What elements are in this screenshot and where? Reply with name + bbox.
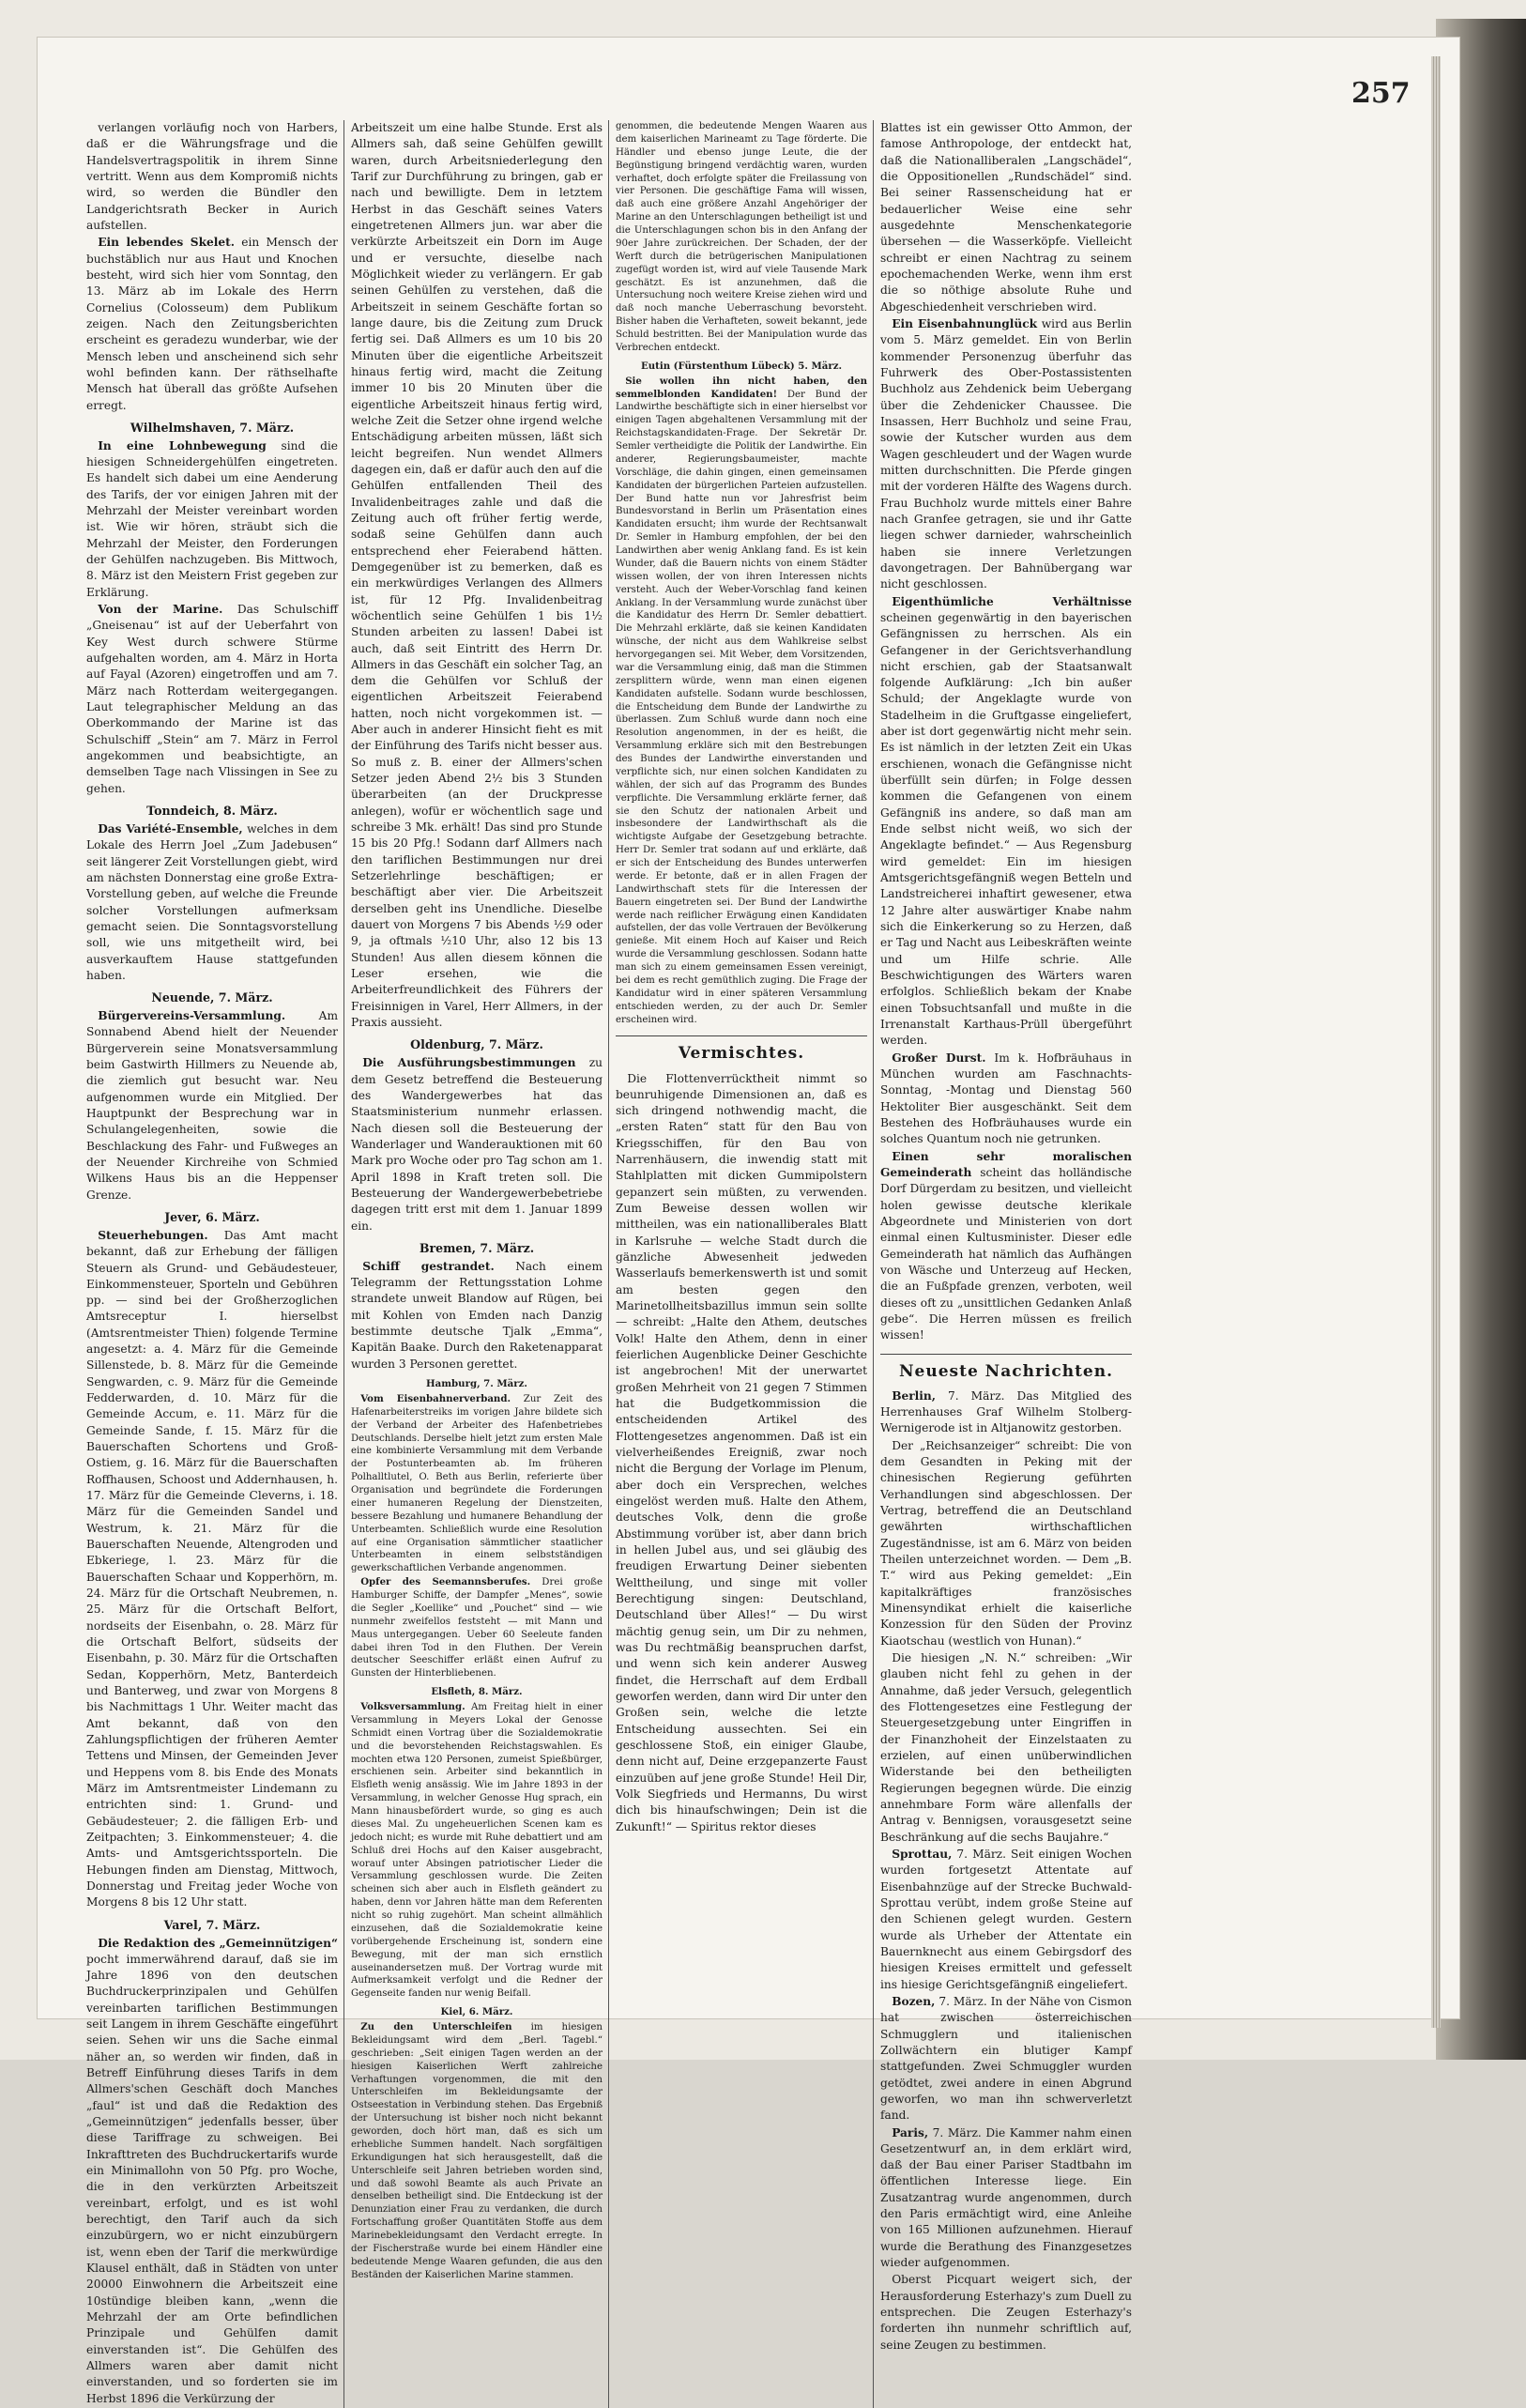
article-text: welches in dem Lokale des Herrn Joel „Zum Jadebusen“ seit längerer Zeit Vorstellungen giebt, wird am nächsten Donnerstag eine große Extra-Vorstellung geben, auf welche die Freunde solcher Vorstellungen aufmerksam gemacht seien. Die Sonntagsvorstellung soll, wie uns mitgetheilt wird, bei ausverkauftem Hause stattgefunden haben. [86,821,339,982]
article-text: ein Mensch der buchstäblich nur aus Haut und Knochen besteht, wird sich hier vom Sonntag, den 13. März ab im Lokale des Herrn Cornelius (Colosseum) dem Publikum zeigen. Nach den Zeitungsberichten erscheint es geradezu wunderbar, wie der Mensch leben und anscheinend sich sehr wohl befinden kann. Der räthselhafte Mensch hat überall das größte Aufsehen erregt. [86,236,338,412]
article-headline: Volksversammlung. [360,1701,465,1713]
article-paragraph [351,120,603,1031]
article-paragraph [880,594,1132,1050]
article-headline: Eigenthümliche Verhältnisse [892,594,1132,608]
section-heading: Neueste Nachrichten. [880,1354,1132,1383]
article-headline: Die Ausführungsbestimmungen [362,1056,576,1070]
article-text: im hiesigen Bekleidungsamt wird dem „Berl. Tagebl.“ geschrieben: „Seit einigen Tagen werden an der hiesigen Kaiserlichen Werft zahlreiche Verhaftungen vorgenommen, die mit den Unterschleifen im Bekleidungsamte der Ostseestation in Verbindung stehen. Das Ergebniß der Untersuchung ist bisher noch nicht bekannt geworden, doch hört man, daß es sich um erhebliche Summen handelt. Nach sorgfältigen Erkundigungen hat sich herausgestellt, daß die Unterschleife seit Jahren betrieben worden sind, und daß sowohl Beamte als auch Private an denselben betheiligt sind. Die Entdeckung ist der Denunziation einer Frau zu verdanken, die durch Fortschaffung großer Quantitäten Stoffe aus dem Marinebekleidungsamt den Verdacht erregte. In der Fischerstraße wurde bei einem Händler eine bedeutende Menge Waaren gefunden, die aus den Beständen der Kaiserlichen Marine stammen. [351,2022,603,2280]
article-text: verlangen vorläufig noch von Harbers, daß er die Währungsfrage und die Handelsvertragspolitik in ihrem Sinne vertritt. Wenn aus dem Kompromiß nichts wird, so werden die Bündler den Landgerichtsrath Becker in Aurich aufstellen. [86,121,338,232]
dateline: Neuende, 7. März. [151,990,273,1005]
article-paragraph [86,235,338,414]
article-text: Am Sonnabend Abend hielt der Neuender Bürgerverein seine Monatsversammlung beim Gastwirth Hillmers zu Neuende ab, die ziemlich gut besucht war. Neu aufgenommen wurde ein Mitglied. Der Hauptpunkt der Besprechung war in Schulangelegenheiten, sowie die Beschlackung des Fahr- und Fußweges an der Neuender Kirchreihe von Schmied Wilkens Haus bis an die Heppenser Grenze. [86,1009,338,1202]
article-headline: Vom Eisenbahnerverband. [360,1392,511,1404]
article-paragraph [880,1051,1132,1148]
article-text: Der Bund der Landwirthe beschäftigte sich in einer hierselbst vor einigen Tagen abgehaltenen Versammlung mit der Reichstagskandidaten-Frage. Der Sekretär Dr. Semler vertheidigte die Politik der Landwirthe. Ein anderer, Regierungsbaumeister, machte Vorschläge, die dahin gingen, einen gemeinsamen Kandidaten der bürgerlichen Parteien aufzustellen. Der Bund hatte nun vor Jahresfrist beim Bundesvorstand in Berlin um Präsentation eines Kandidaten ersucht; ihm wurde der Rechtsanwalt Dr. Semler in Hamburg empfohlen, der bei den Landwirthen aber wenig Anklang fand. Es ist kein Wunder, daß die Bauern nichts von einem Städter wissen wollen, der von ihren Interessen nichts versteht. Auch der Weber-Vorschlag fand keinen Anklang. In der Versammlung wurde zunächst über die Kandidatur des Herrn Dr. Semler debattiert. Die Mehrzahl erklärte, daß sie keinen Kandidaten wünsche, der nicht aus dem Wahlkreise selbst hervorgegangen sei. Mit Weber, dem Vorsitzenden, war die Versammlung einig, daß man die Stimmen zersplittern würde, wenn man einen eigenen Kandidaten aufstelle. Sodann wurde beschlossen, die Entscheidung dem Bunde der Landwirthe zu überlassen. Zum Schluß wurde dann noch eine Resolution angenommen, in der es heißt, die Versammlung erkläre sich mit den Bestrebungen des Bundes der Landwirthe einverstanden und verpflichte sich, nur einen solchen Kandidaten zu wählen, der sich auf das Programm des Bundes verpflichte. Die Versammlung erklärte ferner, daß sie den Schutz der nationalen Arbeit und insbesondere der Landwirthschaft als die wichtigste Aufgabe der Gesetzgebung betrachte. Herr Dr. Semler trat sodann auf und erklärte, daß er sich der Entscheidung des Bundes unterwerfen werde. Er betonte, daß er in allen Fragen der Landwirthschaft stets für die Interessen der Bauern eingetreten sei. Der Bund der Landwirthe werde nach reiflicher Erwägung einen Kandidaten aufstellen, der das volle Vertrauen der Bevölkerung genieße. Mit einem Hoch auf Kaiser und Reich wurde die Versammlung geschlossen. Sodann hatte man sich zu einem gemeinsamen Essen vereinigt, bei dem es recht gemüthlich zuging. Die Frage der Kandidatur wird in einer späteren Versammlung entschieden werden, zu der auch Dr. Semler erscheinen wird. [616,389,867,1025]
article-paragraph [880,1650,1132,1846]
section-heading: Vermischtes. [616,1035,867,1065]
dateline: Tonndeich, 8. März. [146,804,278,818]
article-text: Nach einem Telegramm der Rettungsstation Lohme strandete unweit Blandow auf Rügen, bei mit Kohlen von Emden nach Danzig bestimmte deutsche Tjalk „Emma“, Kapitän Baake. Durch den Raketenapparat wurden 3 Personen gerettet. [351,1259,603,1371]
article-text: 7. März. Seit einigen Wochen wurden fortgesetzt Attentate auf Eisenbahnzüge auf der Strecke Buchwald-Sprottau verübt, indem große Steine auf den Schienen gelegt wurden. Gestern wurde als Urheber der Attentate ein Bauernknecht aus einem Gebirgsdorf des hiesigen Kreises ermittelt und gefesselt ins hiesige Gerichtsgefängniß eingeliefert. [880,1847,1133,1991]
article-text: genommen, die bedeutende Mengen Waaren aus dem kaiserlichen Marineamt zu Tage förderte. Die Händler und ebenso junge Leute, die der Begünstigung bringend verdächtig waren, wurden verhaftet, doch erfolgte später die Freilassung von vier Personen. Die geschäftige Fama will wissen, daß auch eine größere Anzahl Angehöriger der Marine an den Unterschlagungen betheiligt ist und die Unterschlagungen schon bis in den Anfang der 90er Jahre zurückreichen. Der Schaden, der der Werft durch die betrügerischen Manipulationen zugefügt worden ist, wird auf viele Tausende Mark geschätzt. Es ist anzunehmen, daß die Untersuchung noch weitere Kreise ziehen wird und daß noch manche Ueberraschung bevorsteht. Bisher haben die Verhafteten, soweit bekannt, jede Schuld bestritten. Bei der Manipulation wurde das Verbrechen entdeckt. [616,121,867,353]
article-paragraph [86,1936,338,2408]
dateline: Oldenburg, 7. März. [410,1037,543,1052]
article-headline: Opfer des Seemannsberufes. [360,1576,531,1588]
article-paragraph [880,1847,1132,1993]
column-4 [880,120,1132,2408]
article-paragraph [880,1388,1132,1437]
article-headline: Einen sehr moralischen Gemeinderath [880,1149,1132,1179]
dateline: Bremen, 7. März. [419,1240,535,1255]
article-text: Arbeitszeit um eine halbe Stunde. Erst als Allmers sah, daß seine Gehülfen gewillt waren, durch Arbeitsniederlegung den Tarif zur Durchführung zu bringen, gab er nach und bewilligte. Dem in letztem Herbst in das Geschäft seines Vaters eingetretenen Allmers jun. war aber die verkürzte Arbeitszeit ein Dorn im Auge und er versuchte, dieselbe nach Möglichkeit wieder zu verlängern. Er gab seinen Gehülfen zu verstehen, daß die Arbeitszeit in seinem Geschäfte fortan so lange daure, bis die Zeitung zum Druck fertig sei. Daß Allmers es um 10 bis 20 Minuten über die eigentliche Arbeitszeit hinaus fertig wird, macht die Zeitung immer 10 bis 20 Minuten über die eigentliche Arbeitszeit hinaus fertig wird, welche Zeit die Setzer ohne irgend welche Entschädigung arbeiten müssen, läßt sich leicht begreifen. Nun wendet Allmers dagegen ein, daß er dafür auch den auf die Gehülfen entfallenden Theil des Invalidenbeitrages zahle und daß die Zeitung auch oft früher fertig werde, sodaß seine Gehülfen dann auch entsprechend eher Feierabend hätten. Demgegenüber ist zu bemerken, daß es ein merkwürdiges Verlangen des Allmers ist, für 12 Pfg. Invalidenbeitrag wöchentlich seine Gehülfen 1 bis 1½ Stunden arbeiten zu lassen! Dabei ist auch, daß seit Eintritt des Herrn Dr. Allmers in das Geschäft ein solcher Tag, an dem die Gehülfen vor Schluß der eigentlichen Arbeitszeit Feierabend hatten, noch nicht vorgekommen ist. — Aber auch in anderer Hinsicht fieht es mit der Einführung des Tarifs nicht besser aus. So muß z. B. einer der Allmers'schen Setzer jeden Abend 2½ bis 3 Stunden überarbeiten (an der Druckpresse anlegen), wofür er wöchentlich sage und schreibe 3 Mk. erhält! Das sind pro Stunde 15 bis 20 Pfg.! Sodann darf Allmers nach den tariflichen Bestimmungen nur drei Setzerlehrlinge beschäftigen; er beschäftigt aber vier. Die Arbeitszeit derselben geht ins Unendliche. Dieselbe dauert von Morgens 7 bis Abends ½9 oder 9, ja oftmals ½10 Uhr, also 12 bis 13 Stunden! Aus allen diesem können die Leser ersehen, wie die Arbeiterfreundlichkeit des Führers der Freisinnigen in Varel, Herr Allmers, in der Praxis aussieht. [351,121,603,1030]
article-headline: Berlin, [892,1388,937,1403]
article-paragraph [880,1994,1132,2124]
article-paragraph [616,1071,867,1835]
page-number: 257 [1351,77,1411,110]
article-text: Der „Reichsanzeiger“ schreibt: Die von dem Gesandten in Peking mit der chinesischen Regierung geführten Verhandlungen sind abgeschlossen. Der Vertrag, betreffend die an Deutschland gewährten wirthschaftlichen Zugeständnisse, ist am 6. März von beiden Theilen unterzeichnet worden. — Dem „B. T.“ wird aus Peking gemeldet: „Ein kapitalkräftiges französisches Minensyndikat erhielt die kaiserliche Konzession für den Süden der Provinz Kiaotschau (westlich von Hunan).“ [880,1438,1132,1648]
article-headline: Sie wollen ihn nicht haben, den semmelblonden Kandidaten! [616,375,867,400]
article-paragraph [351,1576,603,1680]
article-paragraph [86,1008,338,1204]
article-paragraph [616,376,867,1027]
article-paragraph [351,1259,603,1373]
column-3 [616,120,867,2408]
article-text: Das Amt macht bekannt, daß zur Erhebung der fälligen Steuern als Grund- und Gebäudesteuer, Einkommensteuer, Sporteln und Gebühren pp. — sind bei der Großherzoglichen Amtsreceptur I. hierselbst (Amtsrentmeister Thien) folgende Termine angesetzt: a. 4. März für die Gemeinde Sillenstede, b. 8. März für die Gemeinde Sengwarden, c. 9. März für die Gemeinde Fedderwarden, d. 10. März für die Gemeinde Accum, e. 11. März für die Gemeinde Sande, f. 15. März für die Bauerschaften Schortens und Groß-Ostiem, g. 16. März für die Bauerschaften Roffhausen, Schoost und Addernhausen, h. 17. März für die Gemeinde Cleverns, i. 18. März für die Gemeinden Sandel und Westrum, k. 21. März für die Bauerschaften Neuende, Altengroden und Ebkeriege, l. 23. März für die Bauerschaften Schaar und Kopperhörn, m. 24. März für die Ortschaft Neubremen, n. 25. März für die Ortschaft Belfort, nordseits der Eisenbahn, o. 28. März für die Ortschaft Belfort, südseits der Eisenbahn, p. 30. März für die Ortschaften Sedan, Kopperhörn, Metz, Banterdeich und Banterweg, und zwar von Morgens 8 bis Nachmittags 1 Uhr. Weiter macht das Amt bekannt, daß von den Zahlungspflichtigen der früheren Aemter Tettens und Minsen, der Gemeinden Jever und Heppens vom 8. bis Ende des Monats März im Amtsrentmeister Lindemann zu entrichten sind: 1. Grund- und Gebäudesteuer; 2. die fälligen Erb- und Zeitpachten; 3. Einkommensteuer; 4. die Amts- und Amtsgerichtssporteln. Die Hebungen finden am Dienstag, Mittwoch, Donnerstag und Freitag jeder Woche von Morgens 8 bis 12 Uhr statt. [86,1228,338,1910]
article-headline: Bozen, [892,1994,936,2008]
dateline: Hamburg, 7. März. [426,1378,527,1390]
article-text: sind die hiesigen Schneidergehülfen eingetreten. Es handelt sich dabei um eine Aenderung des Tarifs, der vor einigen Jahren mit der Mehrzahl der Meister vereinbart worden ist. Wie wir hören, sträubt sich die Mehrzahl der Meister, den Forderungen der Gehülfen nachzugeben. Bis Mittwoch, 8. März ist den Meistern Frist gegeben zur Erklärung. [86,438,338,599]
article-text: scheinen gegenwärtig in den bayerischen Gefängnissen zu herrschen. Als ein Gefangener in der Gerichtsverhandlung nicht erschien, gab der Staatsanwalt folgende Aufklärung: „Ich bin außer Schuld; der Angeklagte wurde von Stadelheim in die Gruftgasse eingeliefert, aber ist dort gegenwärtig nicht mehr sein. Es ist nämlich in der letzten Zeit ein Ukas erschienen, wonach die Gefängnisse nicht überfüllt sein dürfen; in Folge dessen kommen die Gefangenen von einem Gefängniß ins andere, so daß man am Ende selbst nicht weiß, wo sich der Angeklagte befindet.“ — Aus Regensburg wird gemeldet: Ein im hiesigen Amtsgerichtsgefängniß wegen Betteln und Landstreicherei inhaftirt gewesener, etwa 12 Jahre alter auswärtiger Knabe nahm sich die Einkerkerung so zu Herzen, daß er Tag und Nacht aus Leibeskräften weinte und um Hilfe schrie. Alle Beschwichtigungen des Wärters waren erfolglos. Schließlich bekam der Knabe einen Tobsuchtsanfall und mußte in die Irrenanstalt Karthaus-Prüll übergeführt werden. [880,610,1132,1048]
dateline: Elsfleth, 8. März. [431,1686,523,1698]
article-text: Oberst Picquart weigert sich, der Herausforderung Esterhazy's zum Duell zu entsprechen. Die Zeugen Esterhazy's forderten ihn nunmehr schriftlich auf, seine Zeugen zu bestimmen. [880,2273,1132,2352]
article-paragraph [86,438,338,601]
dateline: Kiel, 6. März. [440,2006,513,2018]
article-text: wird aus Berlin vom 5. März gemeldet. Ein von Berlin kommender Personenzug überfuhr das Fuhrwerk des Ober-Postassistenten Buchholz aus Zehdenick beim Uebergang über die Zehdenicker Chaussee. Die Insassen, Herr Buchholz und seine Frau, sowie der Kutscher wurden aus dem Wagen geschleudert und der Wagen wurde mitten durchschnitten. Die Pferde gingen mit der vorderen Hälfte des Wagens durch. Frau Buchholz wurde mittels einer Bahre nach Granfee getragen, sie und ihr Gatte liegen schwer darnieder, wahrscheinlich haben sie innere Verletzungen davongetragen. Der Bahnübergang war nicht geschlossen. [880,316,1132,591]
article-text: zu dem Gesetz betreffend die Besteuerung des Wandergewerbes hat das Staatsministerium nunmehr erlassen. Nach diesen soll die Besteuerung der Wanderlager und Wanderauktionen mit 60 Mark pro Woche oder pro Tag schon am 1. April 1898 in Kraft treten soll. Die Besteuerung der Wandergewerbebetriebe dagegen tritt erst mit dem 1. Januar 1899 ein. [351,1056,603,1233]
article-paragraph [86,602,338,797]
article-paragraph [880,1438,1132,1649]
article-text: Blattes ist ein gewisser Otto Ammon, der famose Anthropologe, der entdeckt hat, daß die Nationalliberalen „Langschädel“, die Oppositionellen „Rundschädel“ sind. Bei seiner Rassenscheidung hat er bedauerlicher Weise eine sehr ausgedehnte Menschenkategorie übersehen — die Wasserköpfe. Vielleicht schreibt er einen Nachtrag zu seinem epochemachenden Werke, wenn ihm erst die so nöthige absolute Ruhe und Abgeschiedenheit verschrieben wird. [880,121,1132,314]
article-text: 7. März. In der Nähe von Cismon hat zwischen österreichischen Schmugglern und italienischen Zollwächtern ein blutiger Kampf stattgefunden. Zwei Schmuggler wurden getödtet, zwei andere in einen Abgrund geworfen, wo man ihn schwerverletzt fand. [880,1994,1133,2123]
column-2 [351,120,603,2408]
dateline: Wilhelmshaven, 7. März. [130,420,295,435]
article-headline: Ein Eisenbahnunglück [892,316,1038,330]
dateline: Varel, 7. März. [163,1917,261,1932]
article-headline: Sprottau, [892,1847,953,1861]
article-paragraph [880,1149,1132,1344]
article-paragraph [351,1393,603,1575]
article-text: scheint das holländische Dorf Dürgerdam zu besitzen, und vielleicht holen gewisse deutsche klerikale Abgeordnete und Ministerien von dort einmal einen Kultusminister. Dieser edle Gemeinderath hat nämlich das Aufhängen von Wäsche und Unterzeug auf Hecken, die an Fußpfade grenzen, verboten, weil dieses oft zu „unsittlichen Gedanken Anlaß gebe“. Die Herren müssen es freilich wissen! [880,1166,1133,1342]
article-headline: Bürgervereins-Versammlung. [98,1009,286,1023]
article-headline: Großer Durst. [892,1051,986,1065]
article-headline: Steuerhebungen. [98,1228,208,1242]
article-text: Zur Zeit des Hafenarbeiterstreiks im vorigen Jahre bildete sich der Verband der Arbeiter des Hafenbetriebes Deutschlands. Derselbe hielt jetzt zum ersten Male eine kombinierte Versammlung mit dem Verbande der Postunterbeamten ab. Im früheren Polhalltlutel, O. Beth aus Berlin, referierte über Organisation und begründete die Forderungen einer humaneren Regelung der Dienstzeiten, bessere Bezahlung und humanere Behandlung der Unterbeamten. Schließlich wurde eine Resolution auf eine Organisation sämmtlicher staatlicher Unterbeamten in einem selbstständigen gewerkschaftlichen Verbande angenommen. [351,1393,603,1574]
article-headline: Schiff gestrandet. [362,1259,495,1273]
article-text: Im k. Hofbräuhaus in München wurden am Faschnachts-Sonntag, -Montag und Dienstag 560 Hektoliter Bier ausgeschänkt. Seit dem Bestehen des Hofbräuhauses wurde ein solches Quantum noch nie getrunken. [880,1051,1132,1146]
article-text: Am Freitag hielt in einer Versammlung in Meyers Lokal der Genosse Schmidt einen Vortrag über die Sozialdemokratie und die bevorstehenden Reichstagswahlen. Es mochten etwa 120 Personen, zumeist Spießbürger, erschienen sein. Arbeiter sind bekanntlich in Elsfleth wenig ansässig. Wie im Jahre 1893 in der Versammlung, in welcher Genosse Hug sprach, ein Mann hinausbefördert wurde, so ging es auch dieses Mal. Zu ungeheuerlichen Scenen kam es jedoch nicht; es wurde mit Ruhe debattiert und am Schluß drei Hochs auf den Kaiser ausgebracht, worauf unter Absingen patriotischer Lieder die Versammlung geschlossen wurde. Die Zeiten scheinen sich aber auch in Elsfleth geändert zu haben, denn vor Jahren hätte man dem Referenten nicht so ruhig zugehört. Man scheint allmählich einzusehen, daß die Sozialdemokratie keine vorübergehende Erscheinung ist, sondern eine Bewegung, mit der man sich ernstlich auseinandersetzen muß. Der Vortrag wurde mit Aufmerksamkeit verfolgt und die Redner der Gegenseite fanden nur wenig Beifall. [351,1702,603,2000]
columns [86,120,1396,2405]
article-text: Das Schulschiff „Gneisenau“ ist auf der Ueberfahrt von Key West durch schwere Stürme aufgehalten worden, am 4. März in Horta auf Fayal (Azoren) eingetroffen und am 7. März nach Rotterdam weitergegangen. Laut telegraphischer Meldung an das Oberkommando der Marine ist das Schulschiff „Stein“ am 7. März in Ferrol angekommen und beabsichtigte, an demselben Tage nach Vlissingen in See zu gehen. [86,603,338,795]
dateline: Eutin (Fürstenthum Lübeck) 5. März. [640,360,843,372]
article-headline: Paris, [892,2125,929,2140]
article-headline: Ein lebendes Skelet. [98,236,236,250]
article-paragraph [880,2272,1132,2354]
dateline: Jever, 6. März. [164,1209,260,1224]
article-paragraph [880,2125,1132,2272]
article-paragraph [880,316,1132,593]
article-text: 7. März. Die Kammer nahm einen Gesetzentwurf an, in dem erklärt wird, daß der Bau einer Pariser Stadtbahn im öffentlichen Interesse liege. Ein Zusatzantrag wurde angenommen, durch den Paris ermächtigt wird, eine Anleihe von 165 Millionen aufzunehmen. Hierauf wurde die Berathung des Finanzgesetzes wieder aufgenommen. [880,2125,1133,2270]
article-paragraph [880,120,1132,315]
article-paragraph [351,1055,603,1235]
page-edges [1431,56,1441,2028]
article-headline: In eine Lohnbewegung [98,438,267,452]
article-headline: Das Variété-Ensemble, [98,821,243,836]
article-text: Drei große Hamburger Schiffe, der Dampfer „Menes“, sowie die Segler „Koellike“ und „Pouchet“ sind — wie nunmehr zweifellos feststeht — mit Mann und Maus untergegangen. Ueber 60 Seeleute fanden dabei ihren Tod in den Fluthen. Der Verein deutscher Seeschiffer erläßt einen Aufruf zu Gunsten der Hinterbliebenen. [351,1577,603,1679]
column-1 [86,120,338,2408]
article-text: pocht immerwährend darauf, daß sie im Jahre 1896 von den deutschen Buchdruckerprinzipalen und Gehülfen vereinbarten tariflichen Bestimmungen seit Langem in ihrem Geschäfte eingeführt seien. Sehen wir uns die Sache einmal näher an, so werden wir finden, daß in Betreff Einführung dieses Tarifs in dem Allmers'schen Geschäft doch Manches „faul“ ist und daß die Redaktion des „Gemeinnützigen“ jedenfalls besser, über diese Tariffrage zu schweigen. Bei Inkrafttreten des Buchdruckertarifs wurde ein Minimallohn von 50 Pfg. pro Woche, die in den verkürzten Arbeitszeit vereinbart, erfolgt, und es ist wohl berechtigt, den Tarif auch da sich einzubürgern, wo er nicht einzubürgern ist, wenn eben der Tarif die merkwürdige Klausel enthält, daß in Städten von unter 20000 Einwohnern die Arbeitszeit eine 10stündige bleiben kann, „wenn die Mehrzahl der am Orte befindlichen Prinzipale und Gehülfen damit einverstanden ist“. Die Gehülfen des Allmers waren aber damit nicht einverstanden, und so forderten sie im Herbst 1896 die Verkürzung der [86,1952,338,2405]
article-headline: Zu den Unterschleifen [360,2021,512,2033]
article-paragraph [351,2021,603,2282]
article-paragraph [351,1701,603,2001]
article-paragraph [86,1228,338,1911]
article-text: Die hiesigen „N. N.“ schreiben: „Wir glauben nicht fehl zu gehen in der Annahme, daß jeder Versuch, gelegentlich des Flottengesetzes eine Festlegung der Steuergesetzgebung unter Eingriffen in der Finanzhoheit der Einzelstaaten zu erzielen, auf einen unüberwindlichen Widerstande bei den betheiligten Regierungen begegnen würde. Die einzig annehmbare Form wäre allenfalls der Antrag v. Bennigsen, vorausgesetzt seine Beschränkung auf die sechs Baujahre.“ [880,1650,1132,1844]
article-headline: Von der Marine. [98,603,223,617]
article-paragraph [86,120,338,234]
article-headline: Die Redaktion des „Gemeinnützigen“ [98,1936,338,1950]
article-text: 7. März. Das Mitglied des Herrenhauses Graf Wilhelm Stolberg-Wernigerode ist in Altjanowitz gestorben. [880,1388,1133,1435]
article-paragraph [86,821,338,984]
article-text: Die Flottenverrücktheit nimmt so beunruhigende Dimensionen an, daß es sich dringend nothwendig macht, die „ersten Raten“ statt für den Bau von Kriegsschiffen, für den Bau von Narrenhäusern, die inwendig statt mit Stahlplatten mit dicken Gummipolstern gepanzert sein müßten, zu verwenden. Zum Beweise dessen wollen wir mittheilen, was ein nationalliberales Blatt in Karlsruhe — welche Stadt durch die gänzliche Abwesenheit jedweden Wasserlaufs bemerkenswerth ist und somit am besten gegen den Marinetollheitsbazillus immun sein sollte — schreibt: „Halte den Athem, deutsches Volk! Halte den Athem, denn in einer feierlichen Augenblicke Deiner Geschichte ist angebrochen! Mit der unerwartet großen Mehrheit von 21 gegen 7 Stimmen hat die Budgetkommission die entscheidenden Artikel des Flottengesetzes angenommen. Daß ist ein vielverheißendes Ereigniß, zwar noch nicht die Bergung der Vorlage im Plenum, aber doch ein Versprechen, welches eingelöst werden muß. Halte den Athem, deutsches Volk, denn die große Abstimmung vorüber ist, aber dann brich in hellen Jubel aus, und sei gläubig des freudigen Erwartung Deiner siebenten Welttheilung, und singe mit voller Berechtigung singen: Deutschland, Deutschland über Alles!“ — Du wirst mächtig genug sein, um Dir zu nehmen, was Du rechtmäßig beanspruchen darfst, und wenn sich kein anderer Ausweg findet, die Herrschaft auf dem Erdball geworfen werden, dann wird Dir unter den Großen sein, welche die letzte Entscheidung aussechten. Sei ein geschlossene Stoß, ein einiger Glaube, denn nicht auf, Deine erzgepanzerte Faust einzuüben auf jene große Stunde! Heil Dir, Volk Siegfrieds und Hermanns, Du wirst dich bis hinaufschwingen; Dein ist die Zukunft!“ — Spiritus rektor dieses [616,1071,867,1833]
article-paragraph [616,120,867,355]
